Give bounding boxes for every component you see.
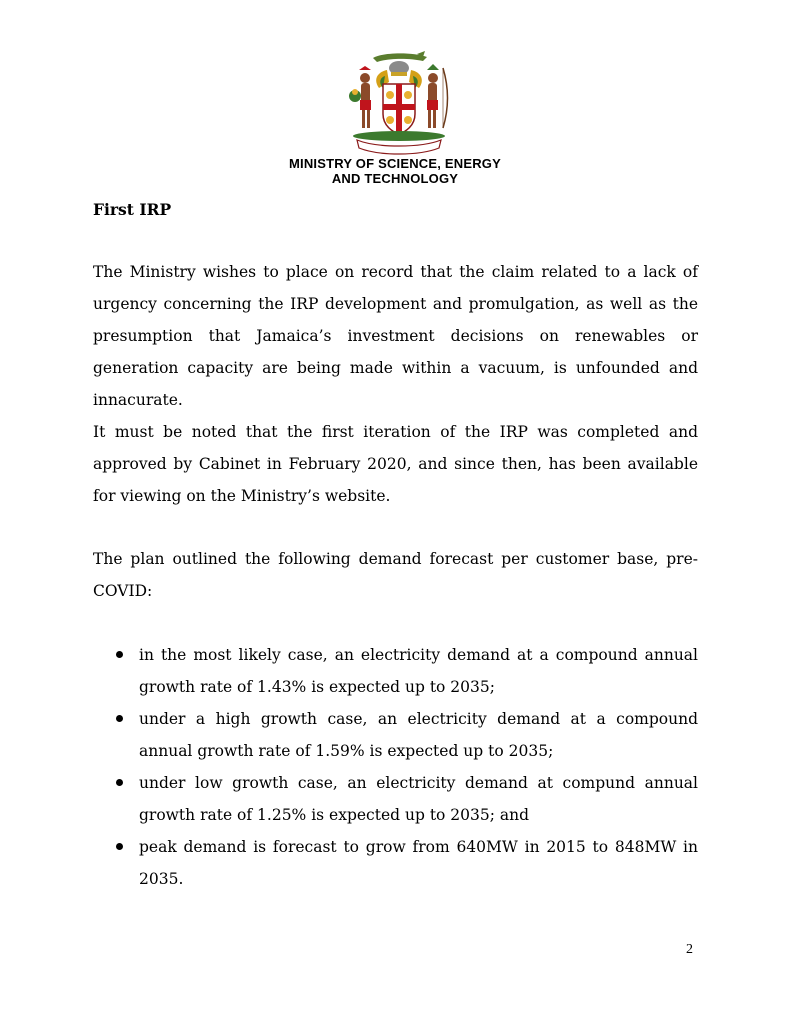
bullet-item-high-growth <box>93 703 698 767</box>
forecast-bullet-list <box>93 639 698 895</box>
paragraph-claim-response: The Ministry wishes to place on record that the claim related to a lack of urgency concerning the IRP development and promulgation, as well as the presumption that Jamaica’s investment decisions on renewables or generation capacity are being made within a vacuum, is unfounded and innacurate. <box>93 263 698 409</box>
bullet-dot-icon <box>116 715 123 722</box>
bullet-text: under a high growth case, an electricity demand at a compound annual growth rate of 1.59% is expected up to 2035; <box>139 710 698 760</box>
page-number: 2 <box>686 942 693 957</box>
bullet-text: in the most likely case, an electricity demand at a compound annual growth rate of 1.43% is expected up to 2035; <box>139 646 698 696</box>
paragraph-forecast-intro: The plan outlined the following demand forecast per customer base, pre-COVID: <box>93 550 698 600</box>
bullet-text: peak demand is forecast to grow from 640MW in 2015 to 848MW in 2035. <box>139 838 698 888</box>
bullet-item-low-growth <box>93 767 698 831</box>
ministry-name-line2: AND TECHNOLOGY <box>331 171 459 186</box>
bullet-dot-icon <box>116 843 123 850</box>
bullet-dot-icon <box>116 651 123 658</box>
section-heading: First IRP <box>93 200 172 219</box>
paragraph-irp-approval: It must be noted that the first iteration of the IRP was completed and approved by Cabinet in February 2020, and since then, has been available for viewing on the Ministry’s website. <box>93 423 698 505</box>
bullet-item-most-likely <box>93 639 698 703</box>
coat-of-arms-icon <box>343 48 455 156</box>
bullet-text: under low growth case, an electricity demand at compund annual growth rate of 1.25% is expected up to 2035; and <box>139 774 698 824</box>
ministry-name-line1: MINISTRY OF SCIENCE, ENERGY <box>289 156 501 171</box>
bullet-dot-icon <box>116 779 123 786</box>
bullet-item-peak-demand <box>93 831 698 895</box>
